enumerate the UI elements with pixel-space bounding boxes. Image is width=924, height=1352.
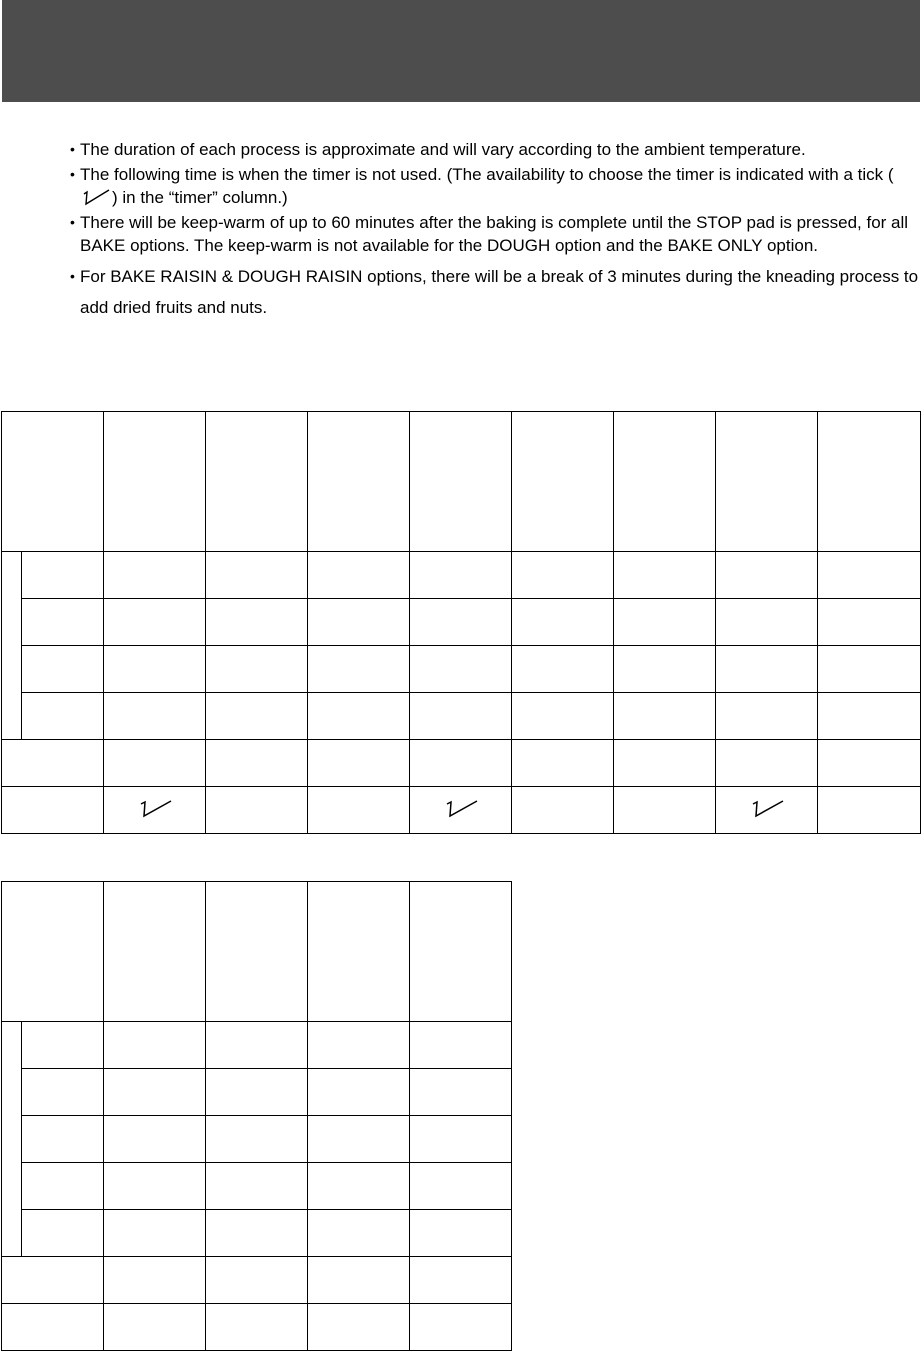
table-cell <box>104 1304 206 1351</box>
table-cell <box>818 740 921 787</box>
table-cell <box>614 552 716 599</box>
table-cell <box>308 599 410 646</box>
table-cell <box>308 1022 410 1069</box>
table-cell <box>104 1257 206 1304</box>
table-cell <box>716 693 818 740</box>
table-cell <box>512 599 614 646</box>
table-cell <box>716 599 818 646</box>
process-table-2 <box>1 881 512 1351</box>
table-row <box>2 740 921 787</box>
table-row <box>2 1163 512 1210</box>
table-cell <box>104 1022 206 1069</box>
table-cell <box>22 552 104 599</box>
table-cell <box>2 882 104 1022</box>
table-cell <box>206 646 308 693</box>
table-cell <box>2 740 104 787</box>
table-cell <box>308 882 410 1022</box>
table-cell <box>206 412 308 552</box>
timer-cell <box>818 787 921 834</box>
table-cell <box>614 740 716 787</box>
table-cell <box>104 1116 206 1163</box>
table-cell <box>22 693 104 740</box>
table-cell <box>22 599 104 646</box>
table-row <box>2 646 921 693</box>
table-row <box>2 693 921 740</box>
table-cell <box>308 1210 410 1257</box>
table-cell <box>410 1210 512 1257</box>
table-cell <box>104 1069 206 1116</box>
table-cell <box>614 599 716 646</box>
table-cell <box>410 1257 512 1304</box>
table-row <box>2 1304 512 1351</box>
table-cell <box>614 693 716 740</box>
table-cell <box>206 882 308 1022</box>
note-text: For BAKE RAISIN & DOUGH RAISIN options, there will be a break of 3 minutes during the kneading process to add dried fruits and nuts. <box>80 267 919 317</box>
table-cell <box>308 1116 410 1163</box>
note-item <box>70 261 922 323</box>
table-cell <box>308 412 410 552</box>
table-cell <box>206 693 308 740</box>
timer-cell <box>104 787 206 834</box>
table-cell <box>308 646 410 693</box>
table-cell <box>206 740 308 787</box>
note-text: There will be keep-warm of up to 60 minutes after the baking is complete until the STOP pad is pressed, for all BAKE options. The keep-warm is not available for the DOUGH option and the BAKE ONLY option. <box>80 213 909 255</box>
table-cell <box>818 599 921 646</box>
timer-cell <box>512 787 614 834</box>
table-cell <box>104 552 206 599</box>
table-cell <box>206 1022 308 1069</box>
note-item <box>70 211 922 257</box>
timer-cell <box>614 787 716 834</box>
notes-list <box>70 138 922 325</box>
table-cell <box>22 1116 104 1163</box>
timer-cell <box>716 787 818 834</box>
table-cell <box>818 412 921 552</box>
note-text: The duration of each process is approximate and will vary according to the ambient temperature. <box>80 140 806 159</box>
table-row <box>2 552 921 599</box>
table-cell <box>104 693 206 740</box>
table-cell <box>410 552 512 599</box>
table-cell <box>410 740 512 787</box>
table-cell <box>308 693 410 740</box>
table-row <box>2 1116 512 1163</box>
timer-cell <box>410 787 512 834</box>
bullet-icon: • <box>70 214 75 230</box>
table-cell <box>22 1163 104 1210</box>
group-cell <box>2 552 22 740</box>
table-cell <box>2 787 104 834</box>
table-cell <box>104 1163 206 1210</box>
table-cell <box>410 412 512 552</box>
table-cell <box>22 1022 104 1069</box>
table-cell <box>22 1069 104 1116</box>
table-cell <box>104 599 206 646</box>
table-cell <box>308 1257 410 1304</box>
group-cell <box>2 1022 22 1257</box>
table-cell <box>206 1163 308 1210</box>
table-cell <box>614 412 716 552</box>
note-text: The following time is when the timer is not used. (The availability to choose the timer is indicated with a tick ( <box>80 165 894 184</box>
table-cell <box>512 552 614 599</box>
table-cell <box>104 646 206 693</box>
bullet-icon: • <box>70 141 75 157</box>
table-cell <box>512 740 614 787</box>
table-cell <box>2 1257 104 1304</box>
table-cell <box>104 1210 206 1257</box>
table-cell <box>410 693 512 740</box>
table-cell <box>716 740 818 787</box>
tick-icon <box>443 798 479 818</box>
table-cell <box>206 599 308 646</box>
timer-cell <box>308 787 410 834</box>
table-cell <box>818 552 921 599</box>
table-cell <box>410 1069 512 1116</box>
table-cell <box>818 693 921 740</box>
table-cell <box>716 646 818 693</box>
note-item <box>70 138 922 161</box>
table-cell <box>308 552 410 599</box>
table-cell <box>410 599 512 646</box>
table-cell <box>104 740 206 787</box>
process-table-1 <box>1 411 921 834</box>
table-cell <box>206 1210 308 1257</box>
tick-icon <box>81 188 111 206</box>
table-cell <box>818 646 921 693</box>
table-cell <box>206 552 308 599</box>
table-cell <box>308 1304 410 1351</box>
table-cell <box>308 740 410 787</box>
table-cell <box>308 1163 410 1210</box>
table-row <box>2 1022 512 1069</box>
table-cell <box>2 1304 104 1351</box>
table-cell <box>716 552 818 599</box>
table-cell <box>410 1163 512 1210</box>
timer-row <box>2 787 921 834</box>
table-cell <box>22 1210 104 1257</box>
table-cell <box>614 646 716 693</box>
tick-icon <box>137 798 173 818</box>
table-cell <box>308 1069 410 1116</box>
table-row <box>2 1210 512 1257</box>
table-cell <box>512 693 614 740</box>
table-cell <box>410 882 512 1022</box>
table-row <box>2 599 921 646</box>
table-cell <box>512 646 614 693</box>
table-cell <box>2 412 104 552</box>
timer-cell <box>206 787 308 834</box>
table-cell <box>410 646 512 693</box>
bullet-icon: • <box>70 166 75 182</box>
table-cell <box>206 1257 308 1304</box>
table-cell <box>206 1116 308 1163</box>
bullet-icon: • <box>70 268 75 284</box>
table-cell <box>410 1116 512 1163</box>
table-cell <box>410 1022 512 1069</box>
table-cell <box>206 1304 308 1351</box>
note-item <box>70 163 922 209</box>
table-cell <box>104 412 206 552</box>
table-header-row <box>2 412 921 552</box>
tick-icon <box>749 798 785 818</box>
note-text: ) in the “timer” column.) <box>112 188 288 207</box>
table-row <box>2 1069 512 1116</box>
table-cell <box>22 646 104 693</box>
table-cell <box>410 1304 512 1351</box>
table-cell <box>104 882 206 1022</box>
table-header-row <box>2 882 512 1022</box>
table-cell <box>206 1069 308 1116</box>
header-bar <box>2 0 920 102</box>
table-row <box>2 1257 512 1304</box>
table-cell <box>716 412 818 552</box>
table-cell <box>512 412 614 552</box>
